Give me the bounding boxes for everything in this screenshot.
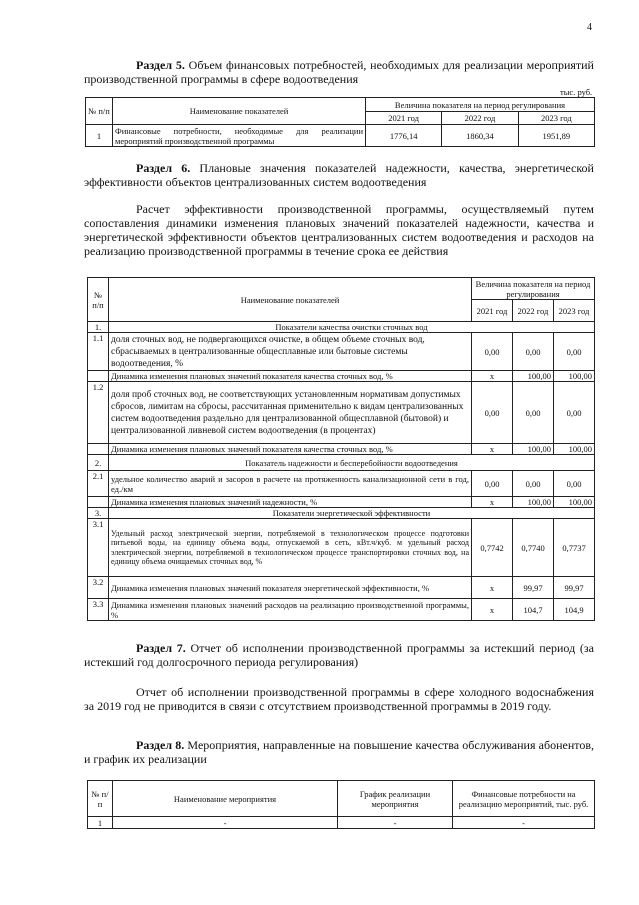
row-name: - xyxy=(113,817,338,829)
section8-label: Раздел 8. xyxy=(136,738,185,752)
year-header: 2021 год xyxy=(472,300,513,322)
year-header: 2022 год xyxy=(442,112,518,125)
row-value: 0,7737 xyxy=(554,519,595,577)
row-value: x xyxy=(472,444,513,455)
row-name: Удельный расход электрической энергии, потребляемой в технологическом процессе подготовки питьевой воды, на единицу объема воды, отпускаемой в сеть, кВт.ч/куб. м удельный расход электрической энергии, потребляемой в технологическом процессе транспортировки сточных вод, на единицу объема очищаемых сточных вод, % xyxy=(109,519,472,577)
group-title: Показатели энергетической эффективности xyxy=(109,508,595,519)
section6-intro: Расчет эффективности производственной программы, осуществляемый путем сопоставления динамики изменения плановых значений показателей надежности, качества и энергетической эффективности объектов централизованных систем водоотведения и расходов на реализацию производственной программы в течение срока ее действия xyxy=(84,202,594,258)
section5-unit: тыс. руб. xyxy=(560,87,593,97)
row-value: 0,00 xyxy=(554,471,595,497)
col-value-header: Величина показателя на период регулирования xyxy=(366,98,595,112)
row-value: 104,7 xyxy=(513,599,554,621)
row-value: x xyxy=(472,497,513,508)
section7-label: Раздел 7. xyxy=(136,641,186,655)
section5-label: Раздел 5. xyxy=(136,58,185,72)
row-value: 0,00 xyxy=(472,333,513,371)
section6-heading xyxy=(84,161,594,189)
group-no: 3. xyxy=(88,508,109,519)
col-value-header: Величина показателя на период регулирования xyxy=(472,278,595,300)
row-value: 100,00 xyxy=(554,444,595,455)
col-name-header: Наименование показателей xyxy=(113,98,366,125)
row-name: Динамика изменения плановых значений показателя качества сточных вод, % xyxy=(109,444,472,455)
section8-heading xyxy=(84,738,594,766)
year-header: 2022 год xyxy=(513,300,554,322)
row-value: 1860,34 xyxy=(442,125,518,147)
year-header: 2023 год xyxy=(518,112,594,125)
row-value: 0,7740 xyxy=(513,519,554,577)
row-no: 1 xyxy=(86,125,113,147)
row-value: 99,97 xyxy=(513,577,554,599)
row-value: 0,00 xyxy=(472,471,513,497)
row-fin: - xyxy=(453,817,595,829)
row-value: 100,00 xyxy=(554,497,595,508)
row-name: доля сточных вод, не подвергающихся очистке, в общем объеме сточных вод, сбрасываемых в централизованные общесплавные или бытовые системы водоотведения, % xyxy=(109,333,472,371)
row-value: 0,7742 xyxy=(472,519,513,577)
col-schedule-header: График реализации мероприятия xyxy=(338,781,453,817)
section6-title: Плановые значения показателей надежности, качества, энергетической эффективности объектов централизованных систем водоотведения xyxy=(84,161,594,189)
row-value: 104,9 xyxy=(554,599,595,621)
row-value: x xyxy=(472,577,513,599)
row-name: Динамика изменения плановых значений расходов на реализацию производственной программы, % xyxy=(109,599,472,621)
group-title: Показатели качества очистки сточных вод xyxy=(109,322,595,333)
group-no: 1. xyxy=(88,322,109,333)
section7-title: Отчет об исполнении производственной программы за истекший период (за истекший год долгосрочного периода регулирования) xyxy=(84,641,594,669)
row-value: 100,00 xyxy=(554,371,595,382)
year-header: 2023 год xyxy=(554,300,595,322)
row-name: Динамика изменения плановых значений показателя энергетической эффективности, % xyxy=(109,577,472,599)
row-value: 99,97 xyxy=(554,577,595,599)
row-value: 100,00 xyxy=(513,444,554,455)
row-name: Динамика изменения плановых значений надежности, % xyxy=(109,497,472,508)
row-name: Динамика изменения плановых значений показателя качества сточных вод, % xyxy=(109,371,472,382)
row-no: 2.1 xyxy=(88,471,109,497)
col-no-header: № п/п xyxy=(88,781,113,817)
col-no-header: № п/п xyxy=(86,98,113,125)
row-value: 100,00 xyxy=(513,371,554,382)
group-title: Показатель надежности и бесперебойности водоотведения xyxy=(109,455,595,471)
empty-cell xyxy=(88,444,109,455)
section8-table xyxy=(87,780,595,829)
row-value: 0,00 xyxy=(513,333,554,371)
row-name: удельное количество аварий и засоров в расчете на протяженность канализационной сети в год, ед./км xyxy=(109,471,472,497)
row-no: 3.1 xyxy=(88,519,109,577)
row-value: 0,00 xyxy=(554,333,595,371)
row-value: x xyxy=(472,371,513,382)
row-schedule: - xyxy=(338,817,453,829)
empty-cell xyxy=(88,371,109,382)
row-no: 3.3 xyxy=(88,599,109,621)
col-no-header: № п/п xyxy=(88,278,109,322)
section6-label: Раздел 6. xyxy=(136,161,191,175)
col-name-header: Наименование показателей xyxy=(109,278,472,322)
row-no: 1 xyxy=(88,817,113,829)
section7-heading xyxy=(84,641,594,669)
row-no: 1.2 xyxy=(88,382,109,444)
row-value: x xyxy=(472,599,513,621)
row-value: 100,00 xyxy=(513,497,554,508)
row-value: 0,00 xyxy=(513,471,554,497)
row-value: 1776,14 xyxy=(366,125,442,147)
section5-title: Объем финансовых потребностей, необходимых для реализации мероприятий производственной программы в сфере водоотведения xyxy=(84,58,594,86)
section5-heading xyxy=(84,58,594,86)
row-no: 1.1 xyxy=(88,333,109,371)
row-value: 1951,89 xyxy=(518,125,594,147)
row-value: 0,00 xyxy=(554,382,595,444)
section5-table xyxy=(85,97,595,147)
page-number: 4 xyxy=(587,22,592,33)
section7-text: Отчет об исполнении производственной программы в сфере холодного водоснабжения за 2019 год не приводится в связи с отсутствием производственной программы в 2019 году. xyxy=(84,685,594,713)
empty-cell xyxy=(88,497,109,508)
year-header: 2021 год xyxy=(366,112,442,125)
group-no: 2. xyxy=(88,455,109,471)
section8-title: Мероприятия, направленные на повышение качества обслуживания абонентов, и график их реализации xyxy=(84,738,594,766)
row-value: 0,00 xyxy=(513,382,554,444)
col-name-header: Наименование мероприятия xyxy=(113,781,338,817)
col-fin-header: Финансовые потребности на реализацию мероприятий, тыс. руб. xyxy=(453,781,595,817)
row-name: Финансовые потребности, необходимые для реализации мероприятий производственной программы xyxy=(113,125,366,147)
row-no: 3.2 xyxy=(88,577,109,599)
row-name: доля проб сточных вод, не соответствующих установленным нормативам допустимых сбросов, лимитам на сбросы, рассчитанная применительно к видам централизованных систем водоотведения раздельно для централизованной общесплавной (бытовой) и централизованной ливневой систем водоотведения (в процентах) xyxy=(109,382,472,444)
row-value: 0,00 xyxy=(472,382,513,444)
section6-table xyxy=(87,277,595,621)
